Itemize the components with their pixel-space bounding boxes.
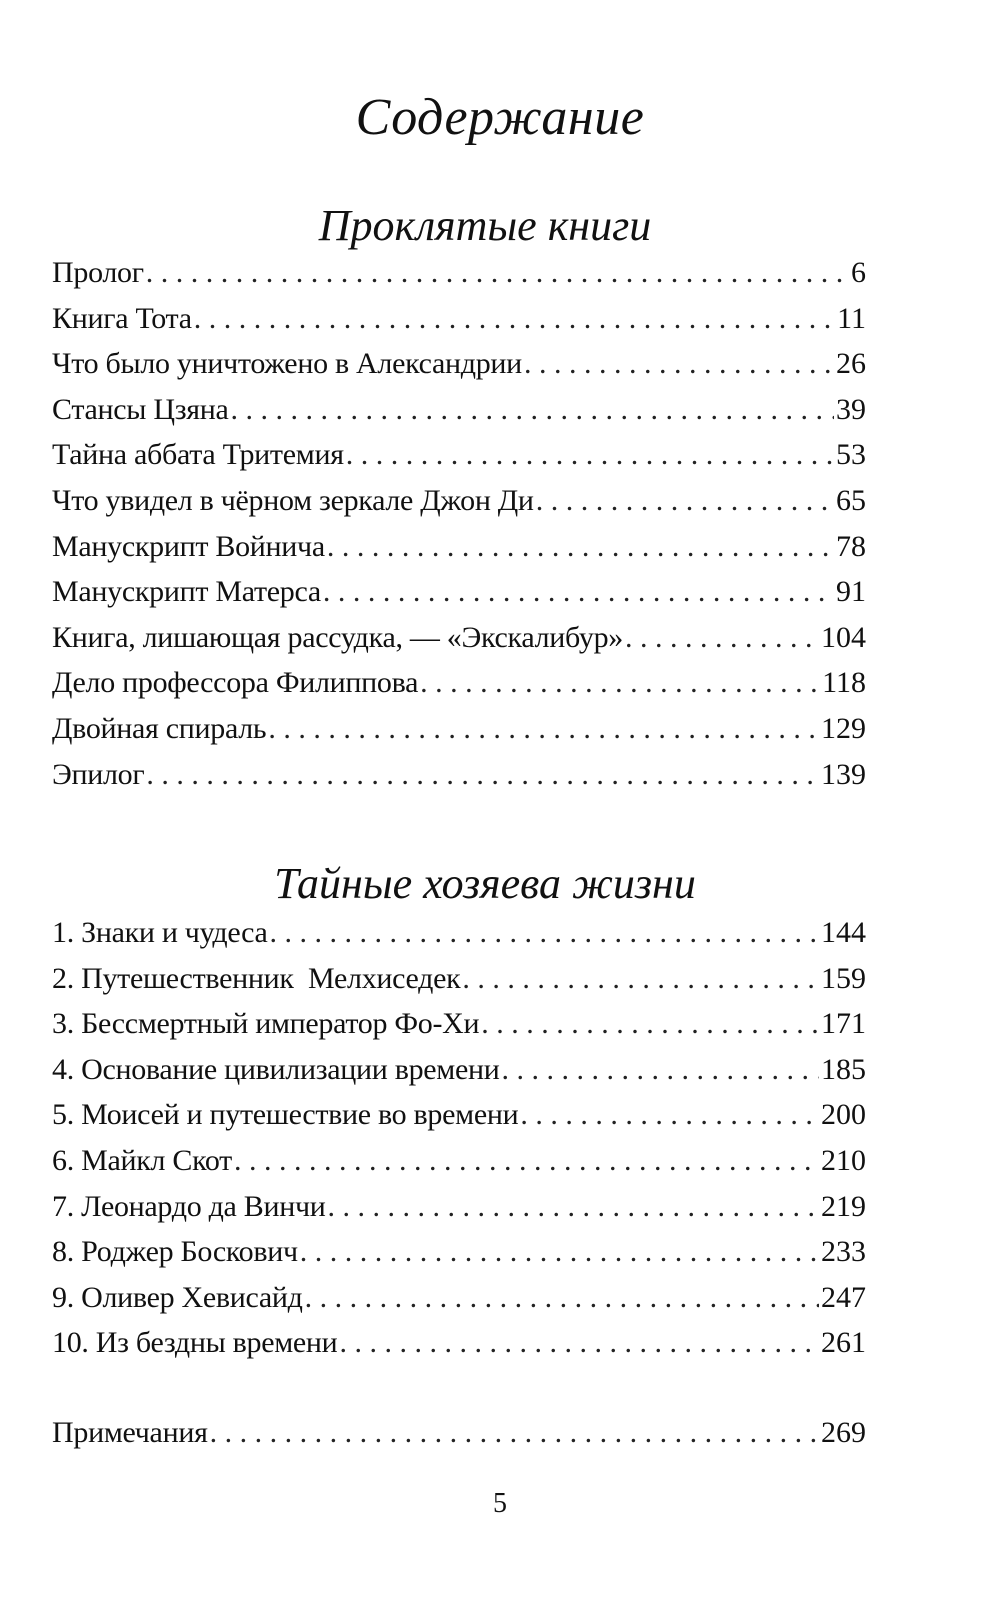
entry-title: Книга Тота [52,301,192,335]
toc-entry[interactable] [52,432,866,478]
toc-entry[interactable] [52,296,866,342]
page-title: Содержание [355,89,645,146]
dot-leader [146,250,849,296]
dot-leader [210,1410,819,1456]
toc-entry[interactable] [52,1047,866,1093]
entry-title: Примечания [52,1416,208,1449]
dot-leader [323,569,834,615]
entry-page: 219 [821,1189,866,1223]
entry-title: Манускрипт Матерса [52,575,321,609]
entry-page: 53 [836,438,866,472]
dot-leader [502,1047,819,1093]
dot-leader [462,956,819,1002]
dot-leader [420,660,820,706]
entry-title: 10. Из бездны времени [52,1326,338,1360]
entry-title: Эпилог [52,757,145,791]
entry-title: Пролог [52,256,144,289]
entry-title: 5. Моисей и путешествие во времени [52,1098,519,1132]
dot-leader [346,432,834,478]
toc-entry[interactable] [52,1001,866,1047]
dot-leader [234,1138,819,1184]
dot-leader [524,341,834,387]
toc-entry[interactable] [52,250,866,296]
entry-page: 6 [851,256,866,289]
section-title-cursed-books: Проклятые книги [318,201,652,250]
entry-title: Манускрипт Войнича [52,529,325,563]
entry-page: 39 [836,392,866,426]
entry-page: 104 [821,620,866,654]
toc-entry[interactable] [52,1092,866,1138]
entry-title: Что было уничтожено в Александрии [52,347,522,381]
toc-entry[interactable] [52,478,866,524]
toc-entry[interactable] [52,706,866,752]
toc-list-secret-masters [52,910,866,1366]
toc-entry[interactable] [52,752,866,798]
entry-page: 91 [836,575,866,609]
entry-title: Что увидел в чёрном зеркале Джон Ди [52,483,534,517]
entry-page: 261 [821,1326,866,1360]
entry-title: Тайна аббата Тритемия [52,438,344,472]
dot-leader [194,296,835,342]
dot-leader [625,615,819,661]
entry-title: 6. Майкл Скот [52,1143,232,1177]
entry-title: Книга, лишающая рассудка, — «Экскалибур» [52,620,623,654]
dot-leader [268,706,819,752]
entry-page: 185 [821,1052,866,1086]
entry-page: 144 [821,916,866,949]
entry-page: 247 [821,1280,866,1314]
entry-title: 8. Роджер Боскович [52,1235,298,1269]
entry-title: 3. Бессмертный император Фо-Хи [52,1007,480,1041]
toc-entry[interactable] [52,387,866,433]
toc-list-cursed-books [52,250,866,797]
entry-page: 118 [822,666,866,700]
toc-entry[interactable] [52,1138,866,1184]
entry-page: 233 [821,1235,866,1269]
dot-leader [481,1001,819,1047]
toc-entry[interactable] [52,910,866,956]
toc-entry[interactable] [52,1229,866,1275]
toc-entry[interactable] [52,341,866,387]
dot-leader [339,1320,819,1366]
entry-page: 26 [836,347,866,381]
entry-page: 269 [821,1416,866,1449]
toc-entry[interactable] [52,569,866,615]
dot-leader [300,1229,819,1275]
toc-entry-notes[interactable] [52,1410,866,1456]
entry-page: 171 [821,1007,866,1041]
entry-page: 200 [821,1098,866,1132]
entry-page: 210 [821,1143,866,1177]
entry-title: 2. Путешественник Мелхиседек [52,961,461,995]
toc-entry[interactable] [52,615,866,661]
entry-title: Дело профессора Филиппова [52,666,419,700]
entry-page: 65 [836,483,866,517]
entry-title: 4. Основание цивилизации времени [52,1052,500,1086]
entry-page: 129 [821,711,866,745]
dot-leader [536,478,834,524]
entry-page: 159 [821,961,866,995]
entry-title: Двойная спираль [52,711,267,745]
toc-entry[interactable] [52,1184,866,1230]
dot-leader [270,910,819,956]
section-title-secret-masters: Тайные хозяева жизни [274,859,696,908]
entry-title: 9. Оливер Хевисайд [52,1280,303,1314]
dot-leader [327,524,834,570]
toc-entry[interactable] [52,1320,866,1366]
entry-page: 139 [821,757,866,791]
dot-leader [305,1275,819,1321]
toc-entry[interactable] [52,524,866,570]
dot-leader [520,1092,819,1138]
toc-entry[interactable] [52,956,866,1002]
toc-entry[interactable] [52,1275,866,1321]
toc-entry[interactable] [52,660,866,706]
entry-title: 7. Леонардо да Винчи [52,1189,326,1223]
toc-list-notes [52,1410,866,1456]
page-number: 5 [493,1488,507,1519]
dot-leader [146,752,819,798]
entry-title: Стансы Цзяна [52,392,229,426]
entry-page: 78 [836,529,866,563]
entry-title: 1. Знаки и чудеса [52,916,268,949]
dot-leader [328,1184,819,1230]
entry-page: 11 [837,301,866,335]
dot-leader [231,387,834,433]
